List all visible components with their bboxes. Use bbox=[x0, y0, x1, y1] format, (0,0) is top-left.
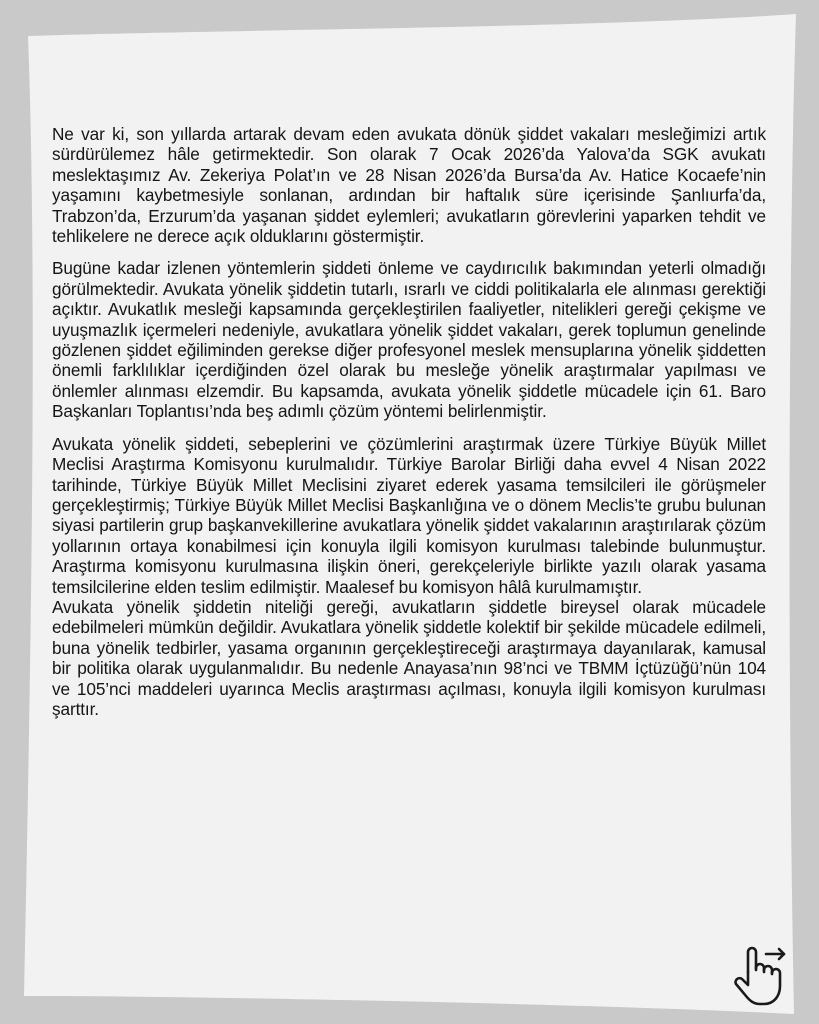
paragraph: Avukata yönelik şiddeti, sebeplerini ve çözümlerini araştırmak üzere Türkiye Büyük Millet Meclisi Araştırma Komisyonu kurulmalıdır. Türkiye Barolar Birliği daha evvel 4 Nisan 2022 tarihinde, Türkiye Büyük Millet Meclisini ziyaret ederek yasama temsilcileri ile görüşmeler gerçekleştirmiş; Türkiye Büyük Millet Meclisi Başkanlığına ve o dönem Meclis’te grubu bulunan siyasi partilerin grup başkanvekillerine avukatlara yönelik şiddet vakalarının araştırılarak çözüm yollarının ortaya konabilmesi için konuyla ilgili komisyon kurulması talebinde bulunmuştur. Araştırma komisyonu kurulmasına ilişkin öneri, gerekçeleriyle birlikte yazılı olarak yasama temsilcilerine elden teslim edilmiştir. Maalesef bu komisyon hâlâ kurulmamıştır. bbox=[52, 433, 766, 597]
paragraph: Bugüne kadar izlenen yöntemlerin şiddeti önleme ve caydırıcılık bakımından yeterli olmadığı görülmektedir. Avukata yönelik şiddetin tutarlı, ısrarlı ve ciddi politikalarla ele alınması gerektiği açıktır. Avukatlık mesleği kapsamında gerçekleştirilen faaliyetler, nitelikleri gereği çekişme ve uyuşmazlık içermeleri nedeniyle, avukatlara yönelik şiddet vakaları, gerek toplumun genelinde gözlenen şiddet eğiliminden gerekse diğer profesyonel meslek mensuplarına yönelik şiddetten önemli farklılıklar içerdiğinden özel olarak bu mesleğe yönelik araştırmalar yapılması ve önlemler alınması elzemdir. Bu kapsamda, avukata yönelik şiddetle mücadele için 61. Baro Başkanları Toplantısı’nda beş adımlı çözüm yöntemi belirlenmiştir. bbox=[52, 258, 766, 422]
pointing-hand-arrow-icon bbox=[728, 942, 788, 1008]
swipe-hand-icon[interactable] bbox=[728, 942, 788, 1008]
paragraph: Avukata yönelik şiddetin niteliği gereği, avukatların şiddetle bireysel olarak mücadele edebilmeleri mümkün değildir. Avukatlara yönelik şiddetle kolektif bir şekilde mücadele edilmeli, buna yönelik tedbirler, yasama organının gerçekleştireceği araştırmaya dayanılarak, kamusal bir politika olarak uygulanmalıdır. Bu nedenle Anayasa’nın 98’nci ve TBMM İçtüzüğü’nün 104 ve 105’nci maddeleri uyarınca Meclis araştırması açılması, konuyla ilgili komisyon kurulması şarttır. bbox=[52, 596, 766, 719]
body-text bbox=[52, 124, 766, 719]
paragraph: Ne var ki, son yıllarda artarak devam eden avukata dönük şiddet vakaları mesleğimizi artık sürdürülemez hâle getirmektedir. Son olarak 7 Ocak 2026’da Yalova’da SGK avukatı meslektaşımız Av. Zekeriya Polat’ın ve 28 Nisan 2026’da Bursa’da Av. Hatice Kocaefe’nin yaşamını kaybetmesiyle sonlanan, ardından bir haftalık süre içerisinde Şanlıurfa’da, Trabzon’da, Erzurum’da yaşanan şiddet eylemleri; avukatların görevlerini yaparken tehdit ve tehlikelere ne derece açık olduklarını göstermiştir. bbox=[52, 124, 766, 247]
